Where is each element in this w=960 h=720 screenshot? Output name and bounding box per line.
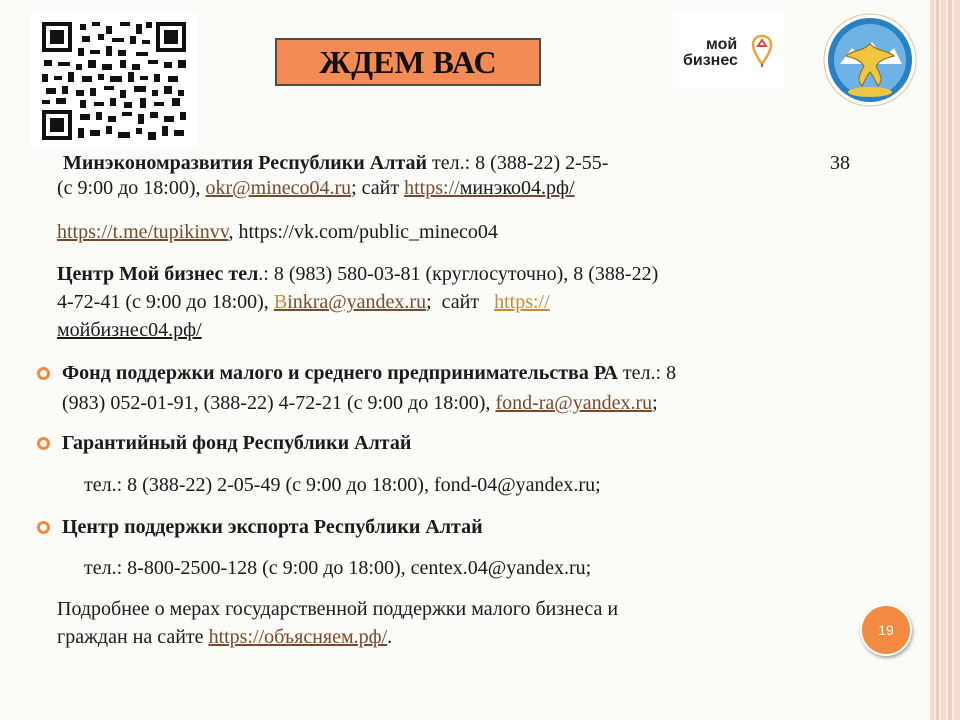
telegram-link[interactable]: https://t.me/tupikinvv <box>57 221 229 243</box>
mineco-hours: (с 9:00 до 18:00), <box>57 177 206 199</box>
export-center-org-name: Центр поддержки экспорта Республики Алтай <box>62 516 483 538</box>
export-center-contacts: тел.: 8-800-2500-128 (с 9:00 до 18:00), centex.04@yandex.ru; <box>84 557 592 579</box>
moi-biznes-logo <box>673 12 785 88</box>
moi-biznes-site-domain <box>57 318 202 343</box>
bullet-icon <box>37 521 50 534</box>
explain-rf-link[interactable]: https://объясняем.рф/ <box>208 626 388 648</box>
moi-biznes-domain-link[interactable]: мойбизнес04.рф/ <box>57 319 202 341</box>
mineco-email-link[interactable]: okr@mineco04.ru <box>205 177 352 199</box>
mineco-org-name: Минэкономразвития Республики Алтай <box>63 152 428 174</box>
guarantee-fund-contacts: тел.: 8 (388-22) 2-05-49 (с 9:00 до 18:00), fond-04@yandex.ru; <box>84 474 601 496</box>
qr-code <box>30 12 198 148</box>
bullet-icon <box>37 367 50 380</box>
mineco-phone-end: 38 <box>830 152 850 174</box>
more-info-line-1: Подробнее о мерах государственной поддержки малого бизнеса и <box>57 598 619 620</box>
moi-biznes-site-link[interactable]: https:// <box>494 291 550 313</box>
mineco-line-2 <box>57 176 575 201</box>
mineco-site-link[interactable]: https://минэко04.рф/ <box>404 177 575 199</box>
mineco-phone: тел.: 8 (388-22) 2-55- <box>427 152 609 174</box>
bullet-icon <box>37 437 50 450</box>
qr-code-image <box>40 20 188 142</box>
moi-biznes-contacts-line-2: 4-72-41 (с 9:00 до 18:00), Binkra@yandex.ru; сайт https:// <box>57 291 550 313</box>
altai-republic-emblem <box>822 12 918 108</box>
mineco-contacts <box>63 151 608 176</box>
page-number-badge: 19 <box>860 604 912 656</box>
moi-biznes-logo-text-1: мой <box>706 36 738 53</box>
fund-ra-email-link[interactable]: fond-ra@yandex.ru <box>495 392 653 414</box>
more-info-line-2: граждан на сайте https://объясняем.рф/. <box>57 626 393 648</box>
social-links <box>57 220 498 245</box>
moi-biznes-contacts-line-1: Центр Мой бизнес тел.: 8 (983) 580-03-81 (круглосуточно), 8 (388-22) <box>57 263 659 285</box>
moi-biznes-org-name: Центр Мой бизнес тел <box>57 263 259 285</box>
fund-ra-org-name: Фонд поддержки малого и среднего предпринимательства РА <box>62 362 618 384</box>
decorative-stripes <box>930 0 960 720</box>
mineco-site-label: ; сайт <box>351 177 405 199</box>
vk-link-text: , https://vk.com/public_mineco04 <box>228 221 498 243</box>
moi-biznes-email-link[interactable]: Binkra@yandex.ru <box>273 291 427 313</box>
location-pin-icon <box>751 34 773 68</box>
moi-biznes-logo-text-2: бизнес <box>683 52 738 69</box>
page-title: ЖДЕМ ВАС <box>275 38 541 86</box>
guarantee-fund-org-name: Гарантийный фонд Республики Алтай <box>62 432 412 454</box>
fund-ra-contacts-line-1: Фонд поддержки малого и среднего предпринимательства РА тел.: 8 <box>62 362 677 384</box>
fund-ra-contacts-line-2: (983) 052-01-91, (388-22) 4-72-21 (с 9:00 до 18:00), fond-ra@yandex.ru; <box>62 392 658 414</box>
